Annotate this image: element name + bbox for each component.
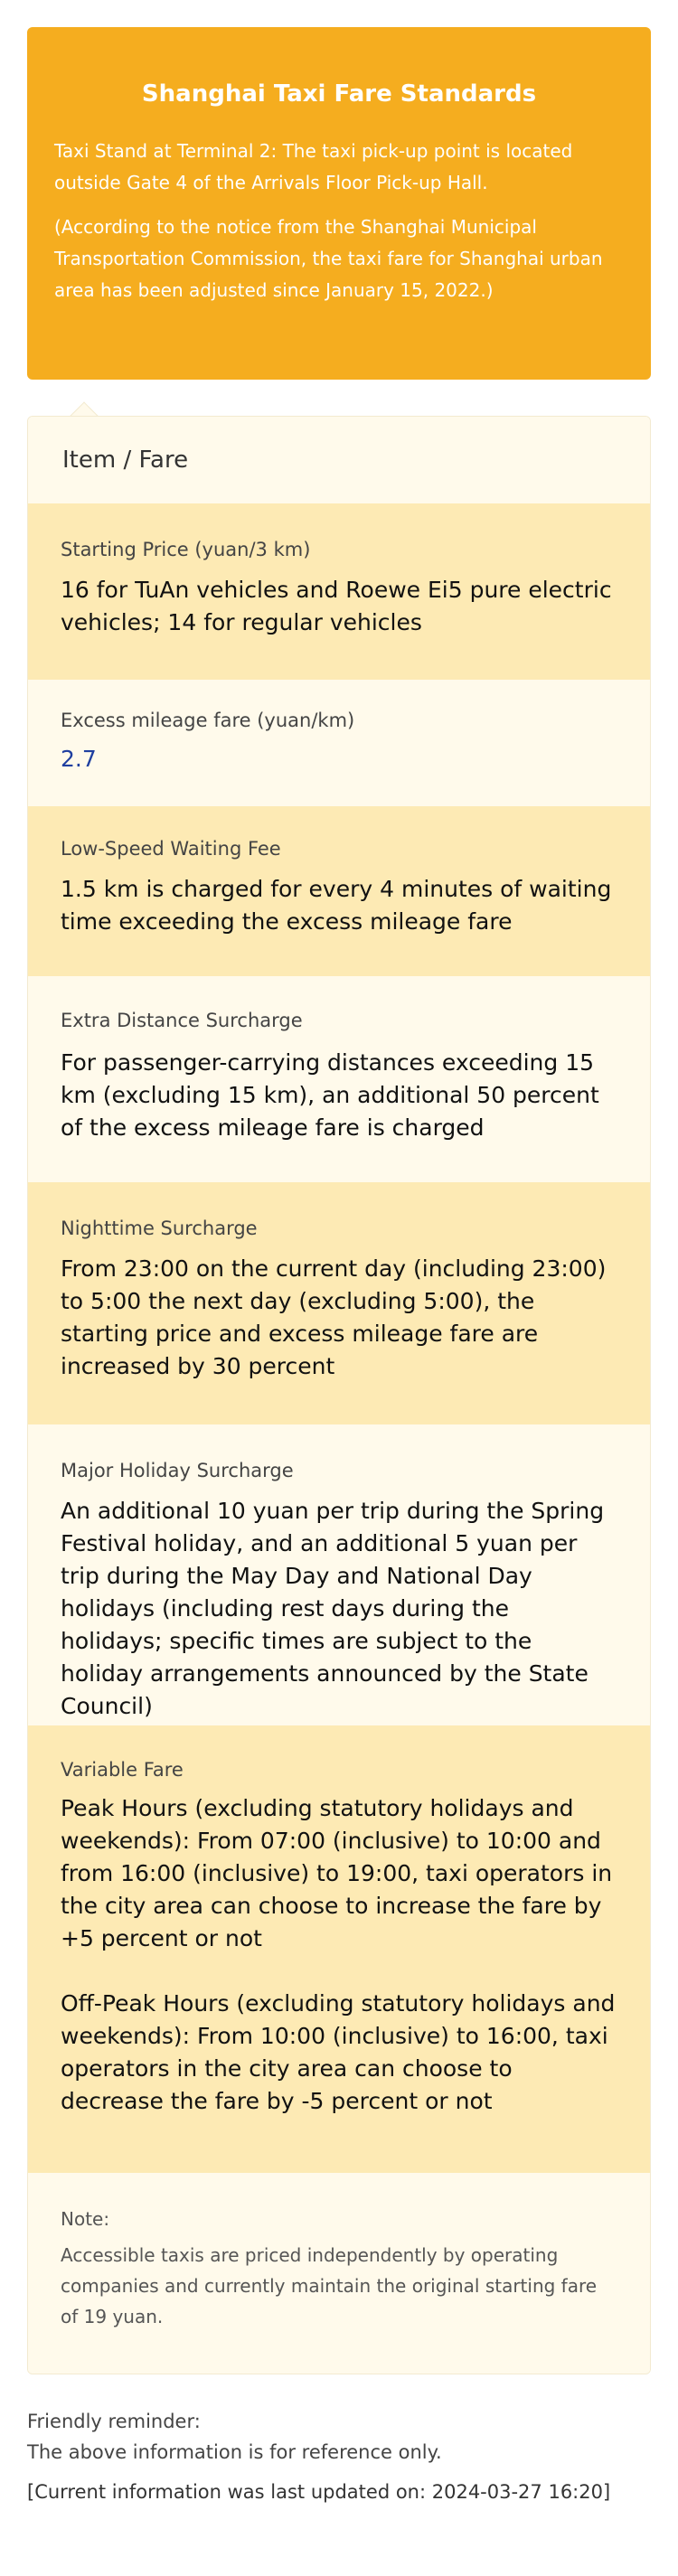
taxi-stand-info: Taxi Stand at Terminal 2: The taxi pick-up point is located outside Gate 4 of the Arrivals Floor Pick-up Hall. [54, 140, 573, 193]
table-row-variable-fare [28, 1725, 650, 2173]
table-row-extra-distance [28, 976, 650, 1182]
reminder-body: The above information is for reference only. [27, 2441, 442, 2463]
table-header-label: Item / Fare [62, 447, 189, 474]
item-label: Starting Price (yuan/3 km) [61, 539, 311, 560]
fare-table [27, 416, 651, 2374]
fare-value: 1.5 km is charged for every 4 minutes of waiting time exceeding the excess mileage fare [61, 876, 612, 935]
fare-value: For passenger-carrying distances exceeding 15 km (excluding 15 km), an additional 50 percent of the excess mileage fare is charged [61, 1049, 599, 1141]
table-row-holiday [28, 1424, 650, 1725]
item-label: Major Holiday Surcharge [61, 1460, 294, 1481]
footer [27, 2406, 660, 2507]
note-body: Accessible taxis are priced independently by operating companies and currently maintain the original starting fare of 19 yuan. [61, 2244, 598, 2327]
table-row-starting-price [28, 503, 650, 680]
table-row-nighttime [28, 1182, 650, 1424]
last-updated: [Current information was last updated on: 2024-03-27 16:20] [27, 2481, 611, 2503]
fare-value-peak: Peak Hours (excluding statutory holidays and weekends): From 07:00 (inclusive) to 10:00 and from 16:00 (inclusive) to 19:00, taxi operators in the city area can choose to increase the fare by +5 percent or not [61, 1795, 613, 1951]
fare-value: From 23:00 on the current day (including 23:00) to 5:00 the next day (excluding 5:00), the starting price and excess mileage fare are increased by 30 percent [61, 1255, 607, 1379]
table-row-note [28, 2173, 650, 2374]
fare-adjustment-notice: (According to the notice from the Shanghai Municipal Transportation Commission, the taxi fare for Shanghai urban area has been adjusted since January 15, 2022.) [54, 216, 603, 301]
fare-value: 16 for TuAn vehicles and Roewe Ei5 pure electric vehicles; 14 for regular vehicles [61, 577, 612, 635]
fare-value: 2.7 [61, 746, 97, 772]
fare-value-off-peak: Off-Peak Hours (excluding statutory holidays and weekends): From 10:00 (inclusive) to 16:00, taxi operators in the city area can choose to decrease the fare by -5 percent or not [61, 1990, 616, 2114]
note-title: Note: [61, 2208, 110, 2230]
item-label: Extra Distance Surcharge [61, 1010, 303, 1031]
reminder-title: Friendly reminder: [27, 2411, 201, 2432]
fare-value: An additional 10 yuan per trip during the Spring Festival holiday, and an additional 5 yuan per trip during the May Day and National Day holidays (including rest days during the holidays; specific times are subject to the holiday arrangements announced by the State Council) [61, 1498, 605, 1719]
table-row-excess-mileage [28, 680, 650, 806]
item-label: Low-Speed Waiting Fee [61, 838, 281, 860]
table-row-waiting-fee [28, 806, 650, 976]
item-label: Nighttime Surcharge [61, 1217, 258, 1239]
item-label: Excess mileage fare (yuan/km) [61, 710, 355, 731]
table-header [28, 417, 650, 503]
item-label: Variable Fare [61, 1759, 184, 1781]
fare-header-banner [27, 27, 651, 380]
page-title: Shanghai Taxi Fare Standards [141, 80, 537, 108]
